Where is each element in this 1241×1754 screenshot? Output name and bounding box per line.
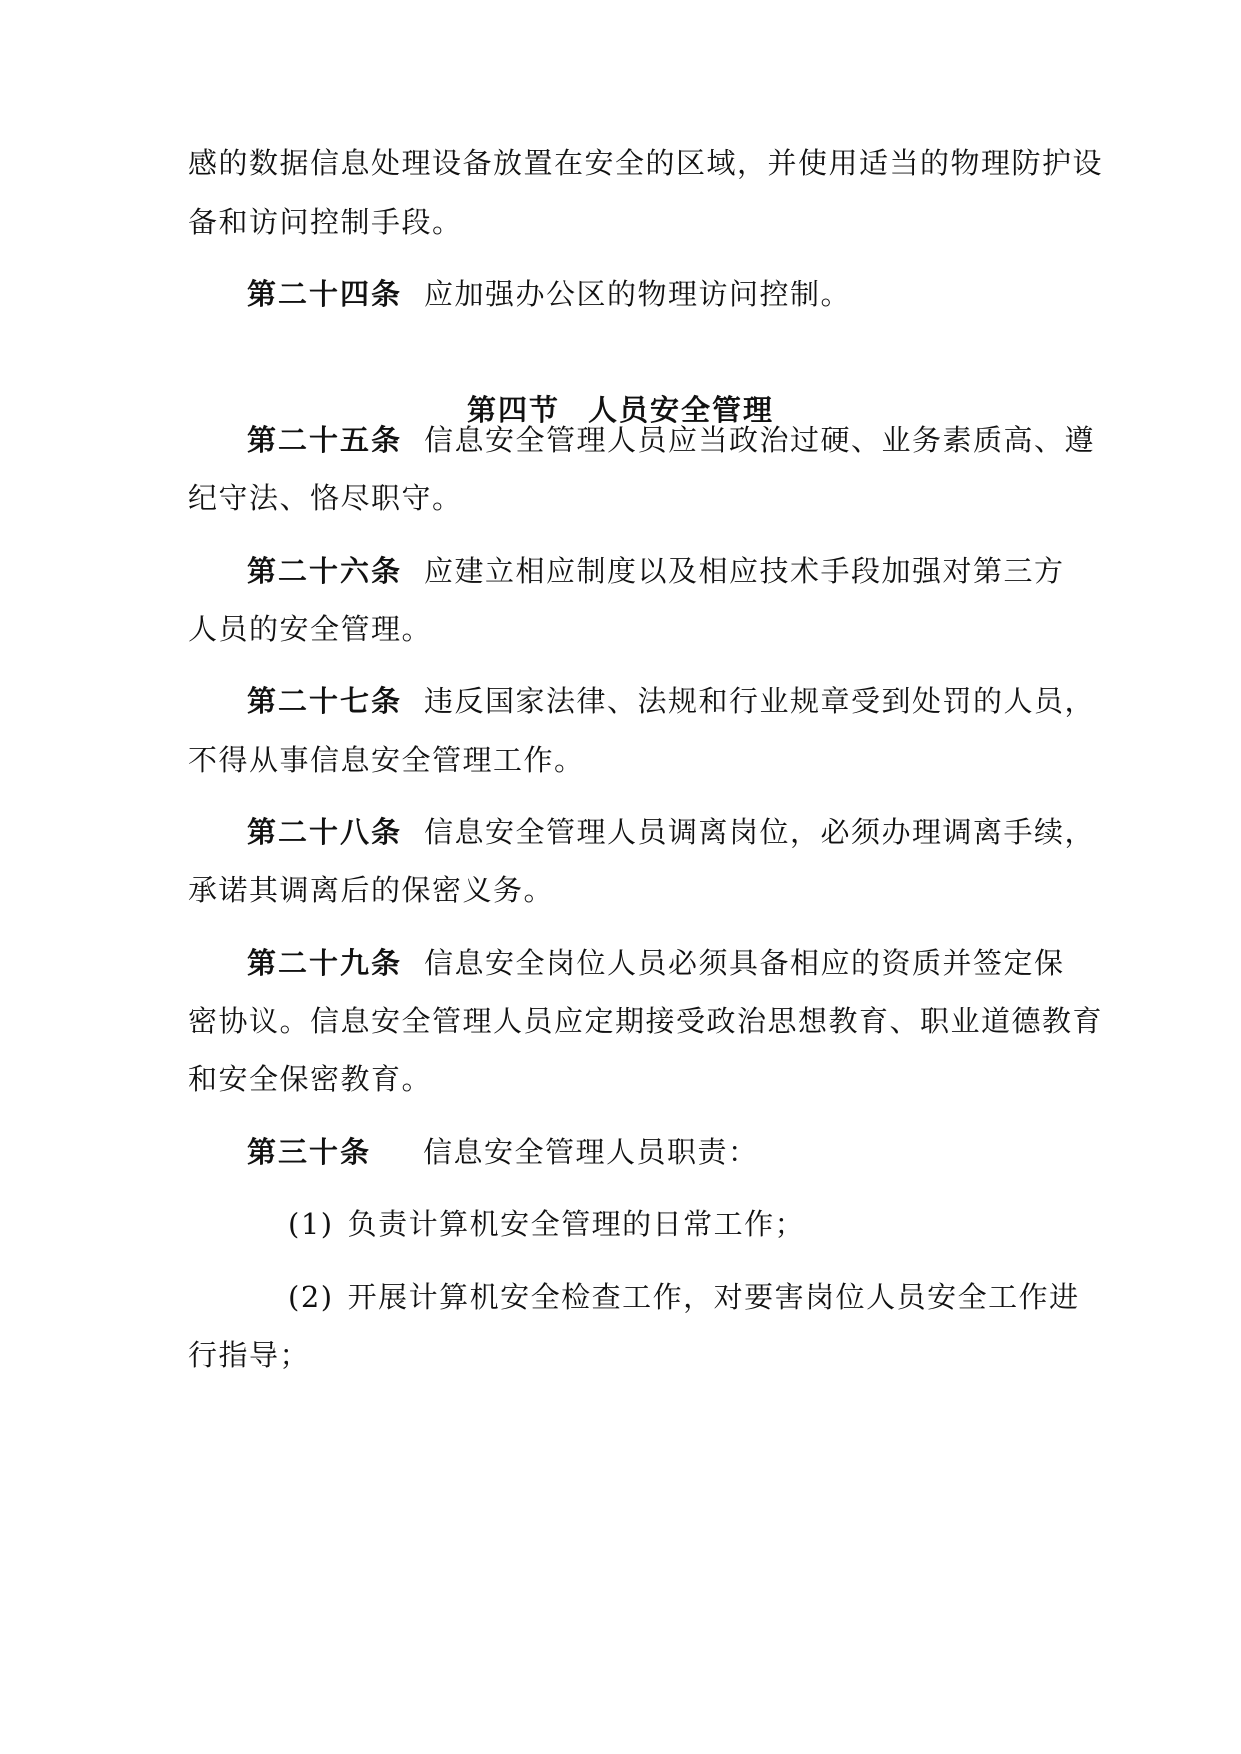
paragraph-line: 密协议。信息安全管理人员应定期接受政治思想教育、职业道德教育 [188,1004,1104,1038]
section-title: 人员安全管理 [588,393,775,427]
article-25 [247,418,1096,462]
article-text: 信息安全管理人员应当政治过硬、业务素质高、遵 [424,423,1096,457]
paragraph-line: 人员的安全管理。 [188,612,433,646]
article-number: 第二十七条 [247,684,403,718]
paragraph-line: 不得从事信息安全管理工作。 [188,743,585,777]
article-text: 应加强办公区的物理访问控制。 [424,277,852,311]
list-item-marker: (1) [288,1207,334,1241]
article-text: 应建立相应制度以及相应技术手段加强对第三方 [424,554,1065,588]
list-item [288,1275,1080,1319]
article-28 [247,810,1096,854]
paragraph-line: 备和访问控制手段。 [188,205,463,239]
list-item [288,1202,1048,1246]
article-number: 第二十五条 [247,423,403,457]
article-26 [247,549,1065,593]
article-29 [247,941,1065,985]
list-item-text: 负责计算机安全管理的日常工作； [347,1207,806,1241]
paragraph-line: 纪守法、恪尽职守。 [188,481,463,515]
article-number: 第二十九条 [247,946,403,980]
paragraph-line: 感的数据信息处理设备放置在安全的区域，并使用适当的物理防护设 [188,146,1104,180]
article-number: 第二十六条 [247,554,403,588]
article-30 [247,1130,1048,1174]
paragraph-line: 行指导； [188,1338,311,1372]
article-27 [247,679,1096,723]
article-text: 信息安全管理人员调离岗位，必须办理调离手续， [424,815,1096,849]
article-text: 违反国家法律、法规和行业规章受到处罚的人员， [424,684,1096,718]
article-24 [247,272,1048,316]
article-number: 第二十八条 [247,815,403,849]
paragraph-line: 和安全保密教育。 [188,1062,433,1096]
paragraph-line: 承诺其调离后的保密义务。 [188,873,555,907]
list-item-marker: (2) [288,1280,334,1314]
list-item-text: 开展计算机安全检查工作，对要害岗位人员安全工作进 [347,1280,1080,1314]
article-text: 信息安全岗位人员必须具备相应的资质并签定保 [424,946,1065,980]
article-text: 信息安全管理人员职责： [423,1135,759,1169]
article-number: 第二十四条 [247,277,403,311]
article-number: 第三十条 [247,1135,372,1169]
section-number: 第四节 [466,393,560,427]
